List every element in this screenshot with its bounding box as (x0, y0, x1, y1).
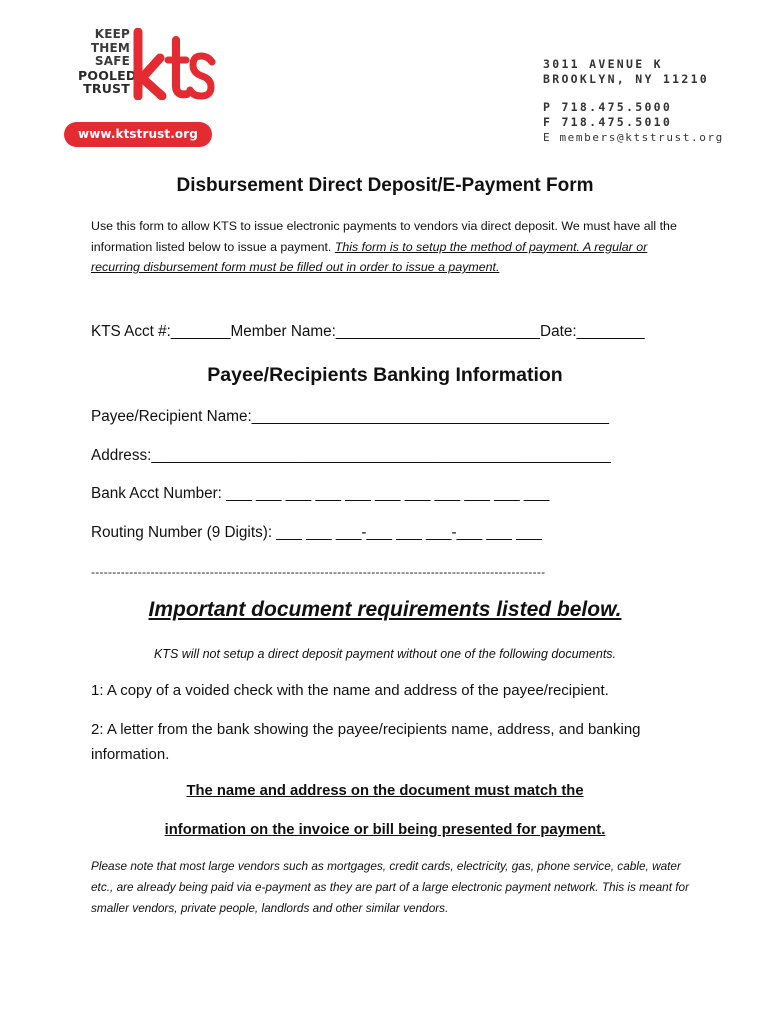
match-notice-line-1: The name and address on the document must match the (186, 783, 584, 799)
requirements-subtitle: KTS will not setup a direct deposit payment without one of the following documents. (153, 647, 617, 661)
intro-paragraph (91, 216, 691, 278)
payee-name-line: Payee/Recipient Name:__________________________________________ (91, 408, 610, 425)
requirement-item-2: 2: A letter from the bank showing the payee/recipients name, address, and banking information. (91, 721, 641, 763)
routing-number-line: Routing Number (9 Digits): ___ ___ ___-___ ___ ___-___ ___ ___ (91, 524, 542, 541)
fax-number: F 718.475.5010 (543, 115, 673, 129)
logo-line-trust: TRUST (83, 81, 130, 96)
contact-block (543, 57, 724, 145)
email-address: E members@ktstrust.org (543, 131, 724, 144)
large-vendor-note: Please note that most large vendors such as mortgages, credit cards, electricity, gas, phone service, cable, water etc., are already being paid via e-payment as they are part of a large electronic payment network. This is meant for smaller vendors, private people, landlords and other similar vendors. (91, 859, 690, 915)
kts-wordmark-logo (130, 28, 216, 100)
requirements-title: Important document requirements listed below. (148, 598, 622, 621)
logo-tagline (78, 27, 137, 96)
kts-logo (64, 28, 216, 150)
logo-line-keep: KEEP (94, 27, 130, 41)
form-title: Disbursement Direct Deposit/E-Payment Form (176, 175, 594, 196)
bank-account-line: Bank Acct Number: ___ ___ ___ ___ ___ ___ ___ ___ ___ ___ ___ (91, 485, 550, 502)
intro-text: Use this form to allow KTS to issue electronic payments to vendors via direct deposit. We must have all the information listed below to issue a payment. (91, 219, 677, 254)
contact-spacer (543, 87, 724, 100)
address-line: Address:______________________________________________________ (91, 447, 611, 464)
intro-emphasis: This form is to setup the method of payment. A regular or recurring disbursement form must be filled out in order to issue a payment. (91, 239, 648, 274)
logo-line-safe: SAFE (94, 54, 130, 68)
requirement-item-1: 1: A copy of a voided check with the name and address of the payee/recipient. (91, 682, 609, 699)
address-line-1: 3011 AVENUE K (543, 57, 663, 71)
match-notice-line-2: information on the invoice or bill being presented for payment. (164, 822, 606, 838)
banking-section-title: Payee/Recipients Banking Information (207, 364, 563, 386)
dashed-divider: ----------------------------------------------------------------------------------------------------------- (91, 565, 546, 579)
phone-number: P 718.475.5000 (543, 100, 673, 114)
address-line-2: BROOKLYN, NY 11210 (543, 72, 710, 86)
account-member-date-line: KTS Acct #:_______Member Name:________________________Date:________ (91, 323, 645, 340)
logo-line-pooled: POOLED (78, 67, 137, 83)
logo-line-them: THEM (90, 40, 130, 55)
website-badge: www.ktstrust.org (64, 122, 212, 147)
